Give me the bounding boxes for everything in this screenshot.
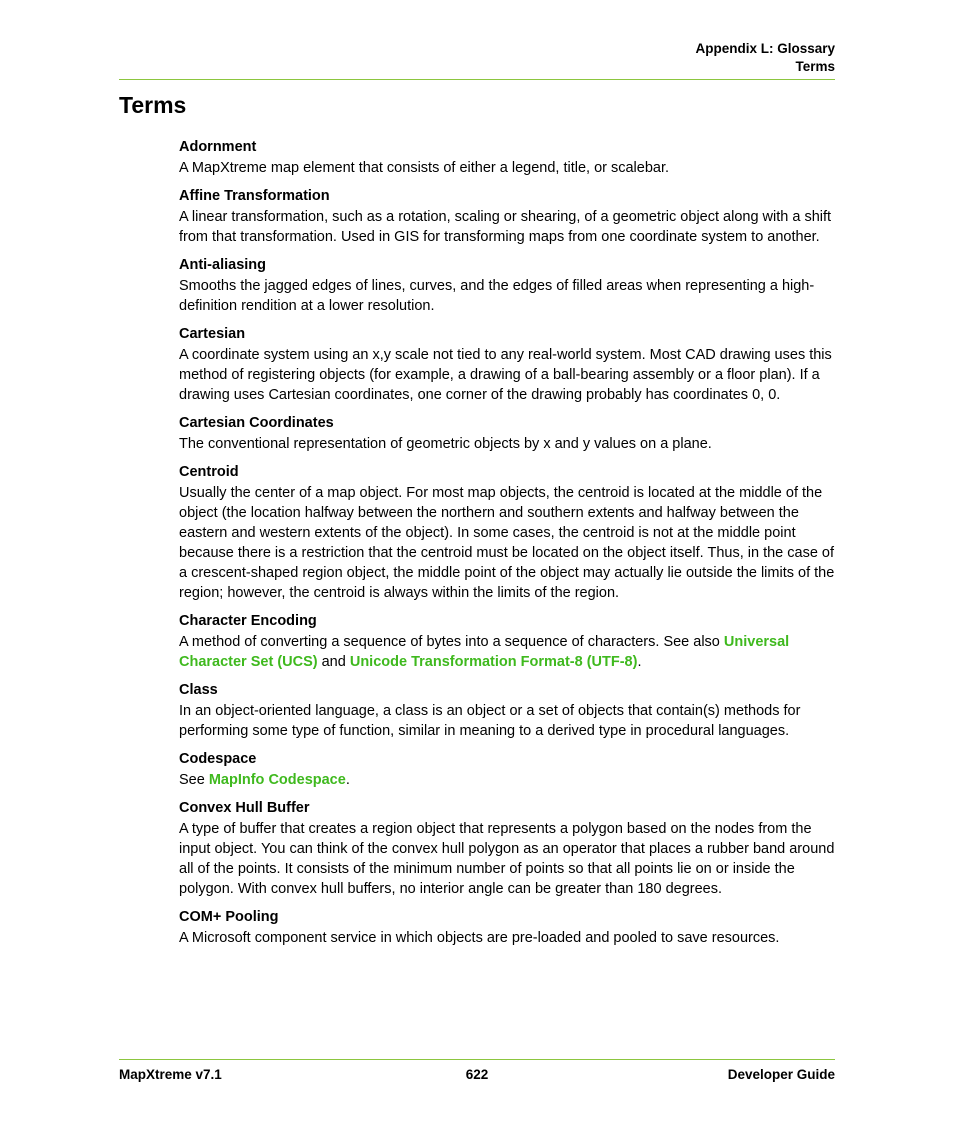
term-name: Class: [179, 682, 218, 698]
term-definition: In an object-oriented language, a class is an object or a set of objects that contain(s) methods for performing some type of function, similar in meaning to a derived type in procedural languages.: [179, 703, 801, 739]
definition-text: A method of converting a sequence of bytes into a sequence of characters. See also: [179, 634, 724, 650]
glossary-entry: [179, 324, 835, 405]
term-name: Character Encoding: [179, 613, 317, 629]
footer-rule: [119, 1059, 835, 1060]
glossary-entry: [179, 137, 835, 178]
term-name: Convex Hull Buffer: [179, 800, 310, 816]
glossary-entry: [179, 798, 835, 899]
term-definition: [179, 632, 835, 672]
definition-text: See: [179, 772, 209, 788]
header-rule: [119, 79, 835, 80]
page-title: Terms: [119, 92, 187, 118]
glossary-terms: [179, 137, 835, 956]
link-utf-8[interactable]: Unicode Transformation Format-8 (UTF-8): [349, 654, 638, 670]
footer-guide: Developer Guide: [727, 1067, 835, 1082]
definition-text: .: [637, 654, 642, 670]
footer-product: MapXtreme v7.1: [119, 1067, 222, 1082]
definition-text: and: [317, 654, 350, 670]
term-name: Cartesian Coordinates: [179, 415, 334, 431]
header-section: Terms: [795, 59, 835, 74]
term-name: Centroid: [179, 464, 239, 480]
term-name: Codespace: [179, 751, 257, 767]
term-definition: A MapXtreme map element that consists of either a legend, title, or scalebar.: [179, 160, 670, 176]
term-definition: The conventional representation of geometric objects by x and y values on a plane.: [179, 436, 712, 452]
term-definition: A type of buffer that creates a region object that represents a polygon based on the nodes from the input object. You can think of the convex hull polygon as an operator that places a rubber band around all of the points. It consists of the minimum number of points so that all points lie on or inside the polygon. With convex hull buffers, no interior angle can be greater than 180 degrees.: [179, 821, 835, 897]
link-mapinfo-codespace[interactable]: MapInfo Codespace: [208, 772, 346, 788]
glossary-entry: [179, 749, 835, 790]
term-definition: Usually the center of a map object. For most map objects, the centroid is located at the middle of the object (the location halfway between the northern and southern extents and halfway between the eastern and western extents of the object). In some cases, the centroid is not at the middle point because there is a restriction that the centroid must be located on the object itself. Thus, in the case of a crescent-shaped region object, the middle point of the object may actually lie outside the limits of the region; however, the centroid is always within the limits of the region.: [179, 485, 835, 601]
glossary-entry: [179, 255, 835, 316]
glossary-entry: [179, 462, 835, 603]
glossary-entry: [179, 611, 835, 672]
footer-page-number: 622: [465, 1067, 489, 1082]
term-name: Anti-aliasing: [179, 257, 267, 273]
term-definition: Smooths the jagged edges of lines, curves, and the edges of filled areas when representing a high-definition rendition at a lower resolution.: [179, 278, 815, 314]
term-definition: [179, 770, 835, 790]
glossary-entry: [179, 186, 835, 247]
glossary-entry: [179, 680, 835, 741]
term-name: COM+ Pooling: [179, 909, 279, 925]
glossary-entry: [179, 907, 835, 948]
term-name: Cartesian: [179, 326, 246, 342]
term-name: Affine Transformation: [179, 188, 330, 204]
glossary-entry: [179, 413, 835, 454]
term-definition: A Microsoft component service in which objects are pre-loaded and pooled to save resources.: [179, 930, 780, 946]
term-name: Adornment: [179, 139, 257, 155]
header-chapter: Appendix L: Glossary: [695, 41, 835, 56]
definition-text: .: [345, 772, 350, 788]
term-definition: A linear transformation, such as a rotation, scaling or shearing, of a geometric object along with a shift from that transformation. Used in GIS for transforming maps from one coordinate system to another.: [179, 209, 832, 245]
running-header: [119, 40, 835, 76]
term-definition: A coordinate system using an x,y scale not tied to any real-world system. Most CAD drawing uses this method of registering objects (for example, a drawing of a ball-bearing assembly or a floor plan). If a drawing uses Cartesian coordinates, one corner of the drawing probably has coordinates 0, 0.: [179, 347, 832, 403]
link-universal-character-set[interactable]: Universal Character Set (UCS): [179, 634, 790, 670]
